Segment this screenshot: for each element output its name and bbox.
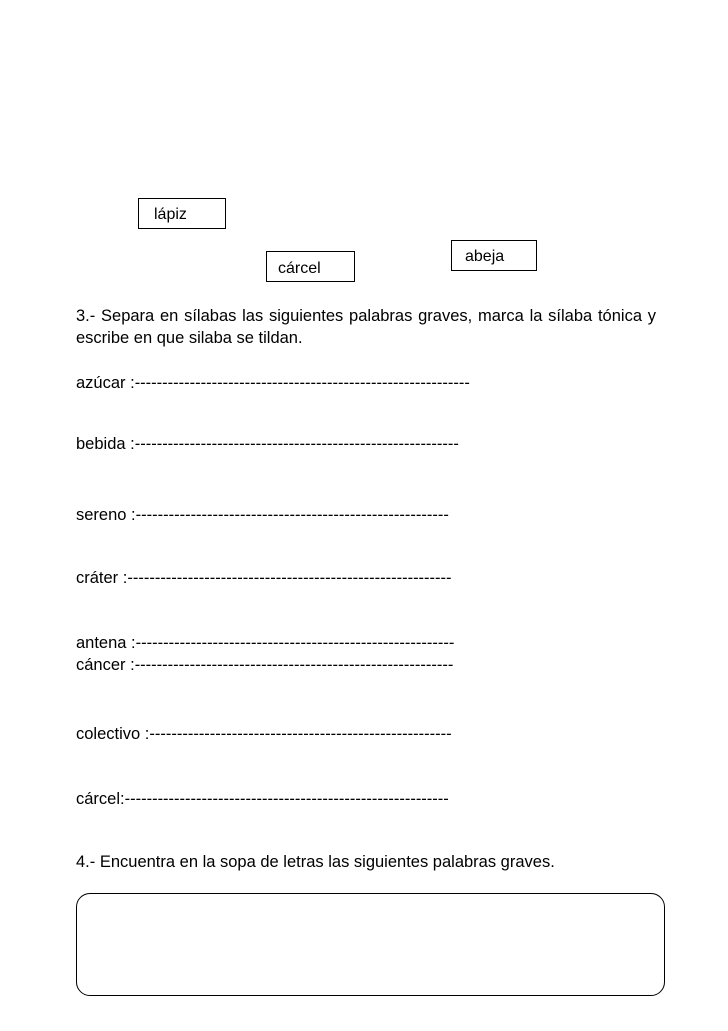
syllable-line-colectivo: colectivo :------------------------------------------------------- — [76, 725, 452, 743]
instruction-item-3: 3.- Separa en sílabas las siguientes palabras graves, marca la sílaba tónica y escribe en que silaba se tildan. — [76, 307, 656, 347]
word-box-carcel: cárcel — [266, 251, 355, 282]
syllable-line-azucar: azúcar :------------------------------------------------------------- — [76, 374, 470, 392]
syllable-line-cancer: cáncer :---------------------------------------------------------- — [76, 656, 454, 674]
syllable-line-bebida: bebida :----------------------------------------------------------- — [76, 435, 459, 453]
instruction-item-4: 4.- Encuentra en la sopa de letras las siguientes palabras graves. — [76, 853, 555, 871]
syllable-line-sereno: sereno :--------------------------------------------------------- — [76, 506, 449, 524]
syllable-line-carcel: cárcel:----------------------------------------------------------- — [76, 790, 449, 808]
word-box-abeja: abeja — [451, 240, 537, 271]
word-box-lapiz: lápiz — [138, 198, 226, 229]
word-search-box — [76, 893, 665, 996]
syllable-line-crater: cráter :----------------------------------------------------------- — [76, 569, 452, 587]
syllable-line-antena: antena :---------------------------------------------------------- — [76, 634, 455, 652]
